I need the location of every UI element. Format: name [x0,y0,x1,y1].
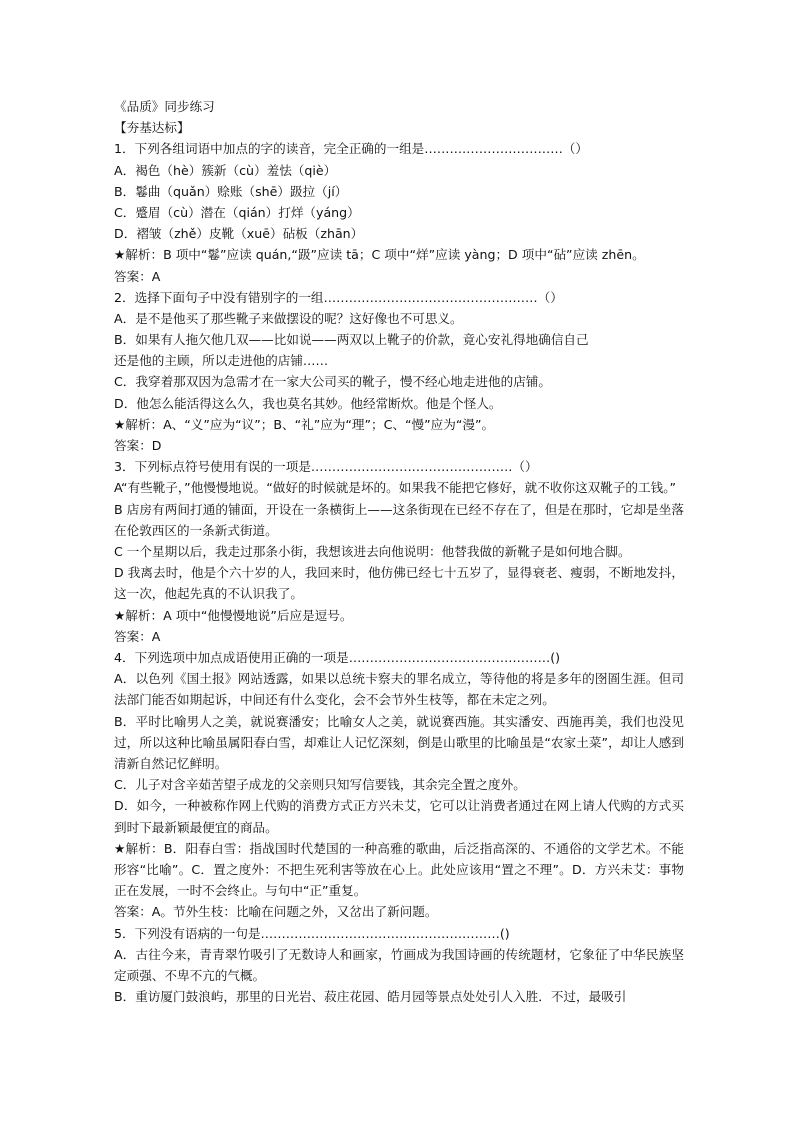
q4-stem: 4．下列选项中加点成语使用正确的一项是…………………………………………() [114,649,561,665]
q3-answer: 答案：A [114,628,161,644]
q4-answer: 答案：A。节外生枝：比喻在问题之外，又岔出了新问题。 [114,904,438,920]
q4-option-b: B．平时比喻男人之美，就说赛潘安；比喻女人之美，就说赛西施。其实潘安、西施再美，我们也没见过，所以这种比喻虽属阳春白雪，却难让人记忆深刻，倒是山歌里的比喻虽是“农家土菜”，却让人感到清新自然记忆鲜明。 [114,713,684,771]
q2-option-c: C．我穿着那双因为急需才在一家大公司买的靴子，慢不经心地走进他的店铺。 [114,374,551,390]
q5-option-b: B．重访厦门鼓浪屿，那里的日光岩、菽庄花园、皓月园等景点处处引人入胜．不过，最吸引 [114,989,627,1005]
q3-option-c: C 一个星期以后，我走过那条小街，我想该进去向他说明：他替我做的新靴子是如何地合脚。 [114,543,631,559]
q2-option-b-cont: 还是他的主顾，所以走进他的店铺…… [114,353,329,369]
q4-option-a: A．以色列《国土报》网站透露，如果以总统卡察夫的罪名成立，等待他的将是多年的囹圄生涯。但司法部门能否如期起诉，中间还有什么变化，会不会节外生枝等，都在未定之列。 [114,671,684,708]
q1-option-a: A．褐色（hè）簇新（cù）羞怯（qiè） [114,162,337,178]
q2-stem: 2．选择下面句子中没有错别字的一组……………………………………………（） [114,289,563,305]
q4-analysis: ★解析：B．阳春白雪：指战国时代楚国的一种高雅的歌曲，后泛指高深的、不通俗的文学艺术。不能形容“比喻”。C．置之度外：不把生死利害等放在心上。此处应该用“置之不理”。D．方兴未艾：事物正在发展，一时不会终止。与句中“正”重复。 [114,840,684,899]
section-heading: 【夯基达标】 [114,120,190,136]
q5-stem: 5．下列没有语病的一句是…………………………………………………() [114,925,510,941]
q1-option-c: C．蹙眉（cù）潜在（qián）打烊（yáng） [114,204,360,220]
q2-option-b: B．如果有人拖欠他几双——比如说——两双以上靴子的价款，竟心安礼得地确信自己 [114,332,589,348]
q2-answer: 答案：D [114,438,162,453]
q2-option-d: D．他怎么能活得这么久，我也莫名其妙。他经常断炊。他是个怪人。 [114,395,502,411]
q3-stem: 3．下列标点符号使用有误的一项是…………………………………………（） [114,459,538,475]
q3-option-a: A“有些靴子，”他慢慢地说。“做好的时候就是坏的。如果我不能把它修好，就不收你这双靴子的工钱。” [114,480,677,496]
q4-option-c: C．儿子对含辛茹苦望子成龙的父亲则只知写信要钱，其余完全置之度外。 [114,777,526,793]
q1-option-b: B．鬈曲（quǎn）赊账（shē）趿拉（jí） [114,183,348,199]
q1-analysis: ★解析：B 项中“鬈”应读 quán,“趿”应读 tā；C 项中“烊”应读 yàng；D 项中“砧”应读 zhēn。 [114,247,645,263]
q1-answer: 答案：A [114,268,161,284]
q2-analysis: ★解析：A、“义”应为“议”；B、“礼”应为“理”；C、“慢”应为“漫”。 [114,416,495,432]
document-page [114,96,684,1007]
q5-option-a: A．古往今来，青青翠竹吸引了无数诗人和画家，竹画成为我国诗画的传统题材，它象征了中华民族坚定顽强、不卑不亢的气概。 [114,946,684,983]
q3-option-b: B 店房有两间打通的铺面，开设在一条横街上——这条街现在已经不存在了，但是在那时，它却是坐落在伦敦西区的一条新式街道。 [114,501,684,538]
doc-title: 《品质》同步练习 [114,99,215,114]
q4-option-d: D．如今，一种被称作网上代购的消费方式正方兴未艾，它可以让消费者通过在网上请人代购的方式买到时下最新颖最便宜的商品。 [114,798,684,835]
q3-option-d: D 我离去时，他是个六十岁的人，我回来时，他仿佛已经七十五岁了，显得衰老、瘦弱，不断地发抖，这一次，他起先真的不认识我了。 [114,565,684,602]
q2-option-a: A．是不是他买了那些靴子来做摆设的呢？这好像也不可思义。 [114,310,463,326]
q1-stem: 1．下列各组词语中加点的字的读音，完全正确的一组是……………………………（） [114,141,588,157]
q1-option-d: D．褶皱（zhě）皮靴（xuē）砧板（zhān） [114,226,364,242]
q3-analysis: ★解析：A 项中“他慢慢地说”后应是逗号。 [114,607,353,623]
